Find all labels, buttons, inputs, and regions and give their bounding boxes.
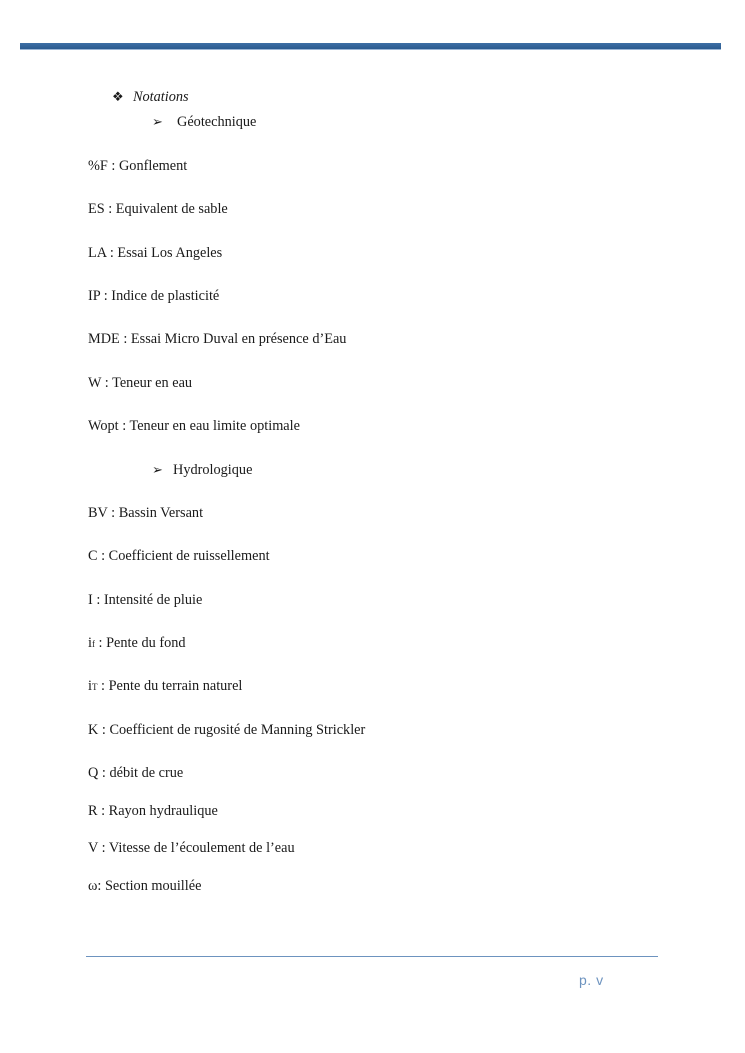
notation-item: MDE : Essai Micro Duval en présence d’Eau: [88, 331, 347, 347]
page-number: p. v: [579, 972, 604, 988]
notation-item: I : Intensité de pluie: [88, 592, 203, 608]
arrow-bullet-icon: ➢: [152, 462, 163, 477]
section-hydrologique-title: Hydrologique: [173, 462, 253, 478]
notation-item: R : Rayon hydraulique: [88, 803, 218, 819]
notation-item: ES : Equivalent de sable: [88, 201, 228, 217]
notation-item: LA : Essai Los Angeles: [88, 245, 223, 261]
slope-symbol: i: [88, 635, 92, 651]
slope-text: : Pente du fond: [94, 635, 186, 651]
notation-item: K : Coefficient de rugosité de Manning Strickler: [88, 722, 366, 738]
notation-item: ω: Section mouillée: [88, 878, 202, 894]
notations-heading: Notations: [133, 89, 189, 105]
arrow-bullet-icon: ➢: [152, 114, 163, 129]
notation-item: Q : débit de crue: [88, 765, 184, 781]
notation-item: V : Vitesse de l’écoulement de l’eau: [88, 840, 295, 856]
notation-item: W : Teneur en eau: [88, 375, 193, 391]
slope-subscript: f: [91, 639, 95, 649]
notation-item: [88, 678, 242, 695]
slope-text: : Pente du terrain naturel: [97, 678, 243, 694]
header-rule: [20, 43, 721, 50]
notation-item: Wopt : Teneur en eau limite optimale: [88, 418, 300, 434]
notation-item: IP : Indice de plasticité: [88, 288, 220, 304]
slope-symbol: i: [88, 678, 92, 694]
notation-item: BV : Bassin Versant: [88, 505, 204, 521]
notation-item: %F : Gonflement: [88, 158, 188, 174]
section-geotechnique-title: Géotechnique: [177, 114, 257, 130]
notation-item: [88, 635, 186, 652]
diamond-bullet-icon: ❖: [112, 89, 124, 104]
slope-subscript: T: [91, 682, 98, 692]
notation-item: C : Coefficient de ruissellement: [88, 548, 270, 564]
footer-rule: [86, 956, 658, 957]
